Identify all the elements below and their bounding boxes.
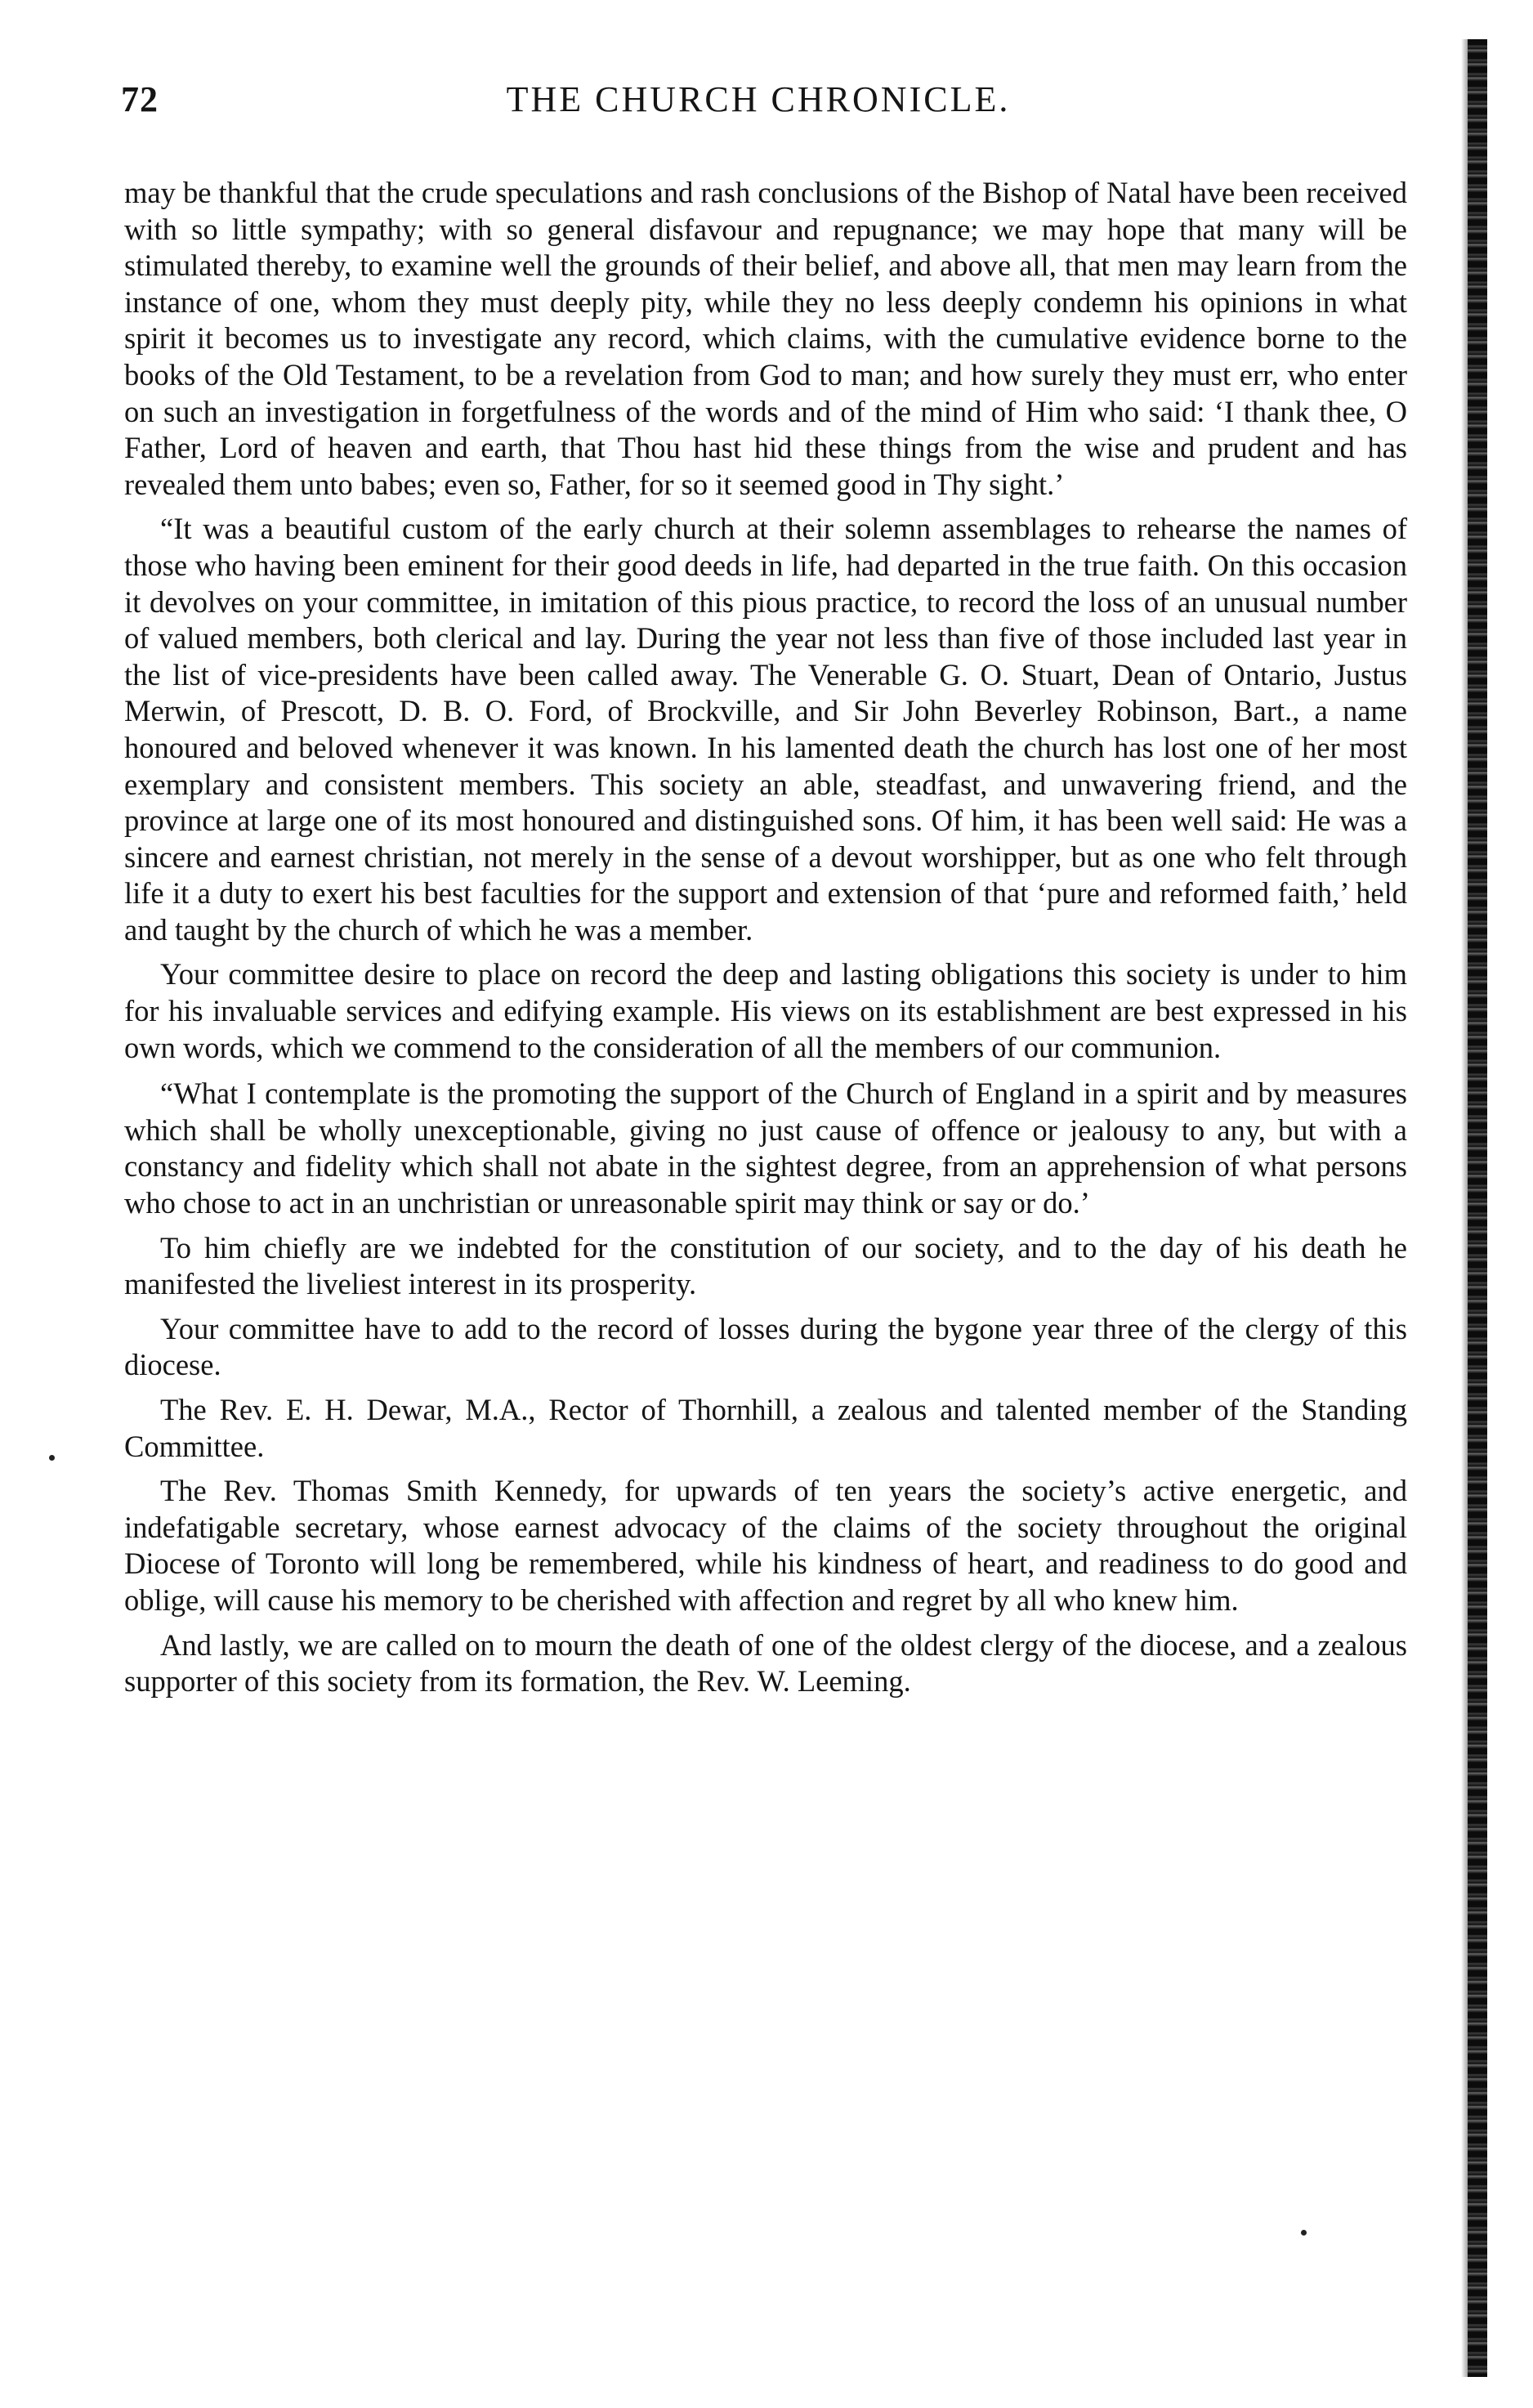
running-head: THE CHURCH CHRONICLE. bbox=[506, 79, 1011, 119]
body-text bbox=[124, 175, 1407, 1700]
page-header bbox=[121, 78, 1396, 136]
paragraph-early-church-custom: “It was a beautiful custom of the early church at their solemn assemblages to rehearse the names of those who having been eminent for their good deeds in life, had departed in the true faith. On this occasion it devolves on your committee, in imitation of this pious practice, to record the loss of an unusual number of valued members, both clerical and lay. During the year not less than five of those included last year in the list of vice-presidents have been called away. The Venerable G. O. Stuart, Dean of Ontario, Justus Merwin, of Prescott, D. B. O. Ford, of Brockville, and Sir John Beverley Robinson, Bart., a name honoured and beloved whenever it was known. In his lamented death the church has lost one of her most exemplary and consistent members. This society an able, steadfast, and unwavering friend, and the province at large one of its most honoured and distinguished sons. Of him, it has been well said: He was a sincere and earnest christian, not merely in the sense of a devout worshipper, but as one who felt through life it a duty to exert his best faculties for the support and extension of that ‘pure and reformed faith,’ held and taught by the church of which he was a member. bbox=[124, 512, 1407, 947]
scan-edge-border bbox=[1468, 39, 1487, 2377]
page-number: 72 bbox=[121, 79, 159, 119]
paragraph-losses-clergy: Your committee have to add to the record of losses during the bygone year three of the clergy of this diocese. bbox=[124, 1311, 1407, 1382]
paragraph-rev-dewar: The Rev. E. H. Dewar, M.A., Rector of Thornhill, a zealous and talented member of the Standing Committee. bbox=[124, 1393, 1407, 1463]
paragraph-rev-leeming: And lastly, we are called on to mourn the death of one of the oldest clergy of the diocese, and a zealous supporter of this society from its formation, the Rev. W. Leeming. bbox=[124, 1627, 1407, 1699]
stray-ink-mark bbox=[1301, 2230, 1307, 2236]
stray-ink-mark bbox=[49, 1455, 55, 1461]
paragraph-committee-obligations: Your committee desire to place on record the deep and lasting obligations this society is under to him for his invaluable services and edifying example. His views on its establishment are best expressed in his own words, which we commend to the consideration of all the members of our communion. bbox=[124, 957, 1407, 1064]
paragraph-rev-kennedy: The Rev. Thomas Smith Kennedy, for upwards of ten years the society’s active energetic, and indefatigable secretary, whose earnest advocacy of the claims of the society throughout the original Diocese of Toronto will long be remembered, while his kindness of heart, and readiness to do good and oblige, will cause his memory to be cherished with affection and regret by all who knew him. bbox=[124, 1474, 1407, 1617]
paragraph-constitution: To him chiefly are we indebted for the constitution of our society, and to the day of his death he manifested the liveliest interest in its prosperity. bbox=[124, 1230, 1407, 1301]
paragraph-robinson-quote: “What I contemplate is the promoting the support of the Church of England in a spirit and by measures which shall be wholly unexceptionable, giving no just cause of offence or jealousy to any, but with a constancy and fidelity which shall not abate in the sightest degree, from an apprehension of what persons who chose to act in an unchristian or unreasonable spirit may think or say or do.’ bbox=[124, 1076, 1407, 1220]
paragraph-bishop-of-natal: may be thankful that the crude speculations and rash conclusions of the Bishop of Natal have been received with so little sympathy; with so general disfavour and repugnance; we may hope that many will be stimulated thereby, to examine well the grounds of their belief, and above all, that men may learn from the instance of one, whom they must deeply pity, while they no less deeply condemn his opinions in what spirit it becomes us to investigate any record, which claims, with the cumulative evidence borne to the books of the Old Testament, to be a revelation from God to man; and how surely they must err, who enter on such an investigation in forgetfulness of the words and of the mind of Him who said: ‘I thank thee, O Father, Lord of heaven and earth, that Thou hast hid these things from the wise and prudent and has revealed them unto babes; even so, Father, for so it seemed good in Thy sight.’ bbox=[124, 176, 1407, 501]
scan-edge-shadow bbox=[1461, 39, 1468, 2377]
